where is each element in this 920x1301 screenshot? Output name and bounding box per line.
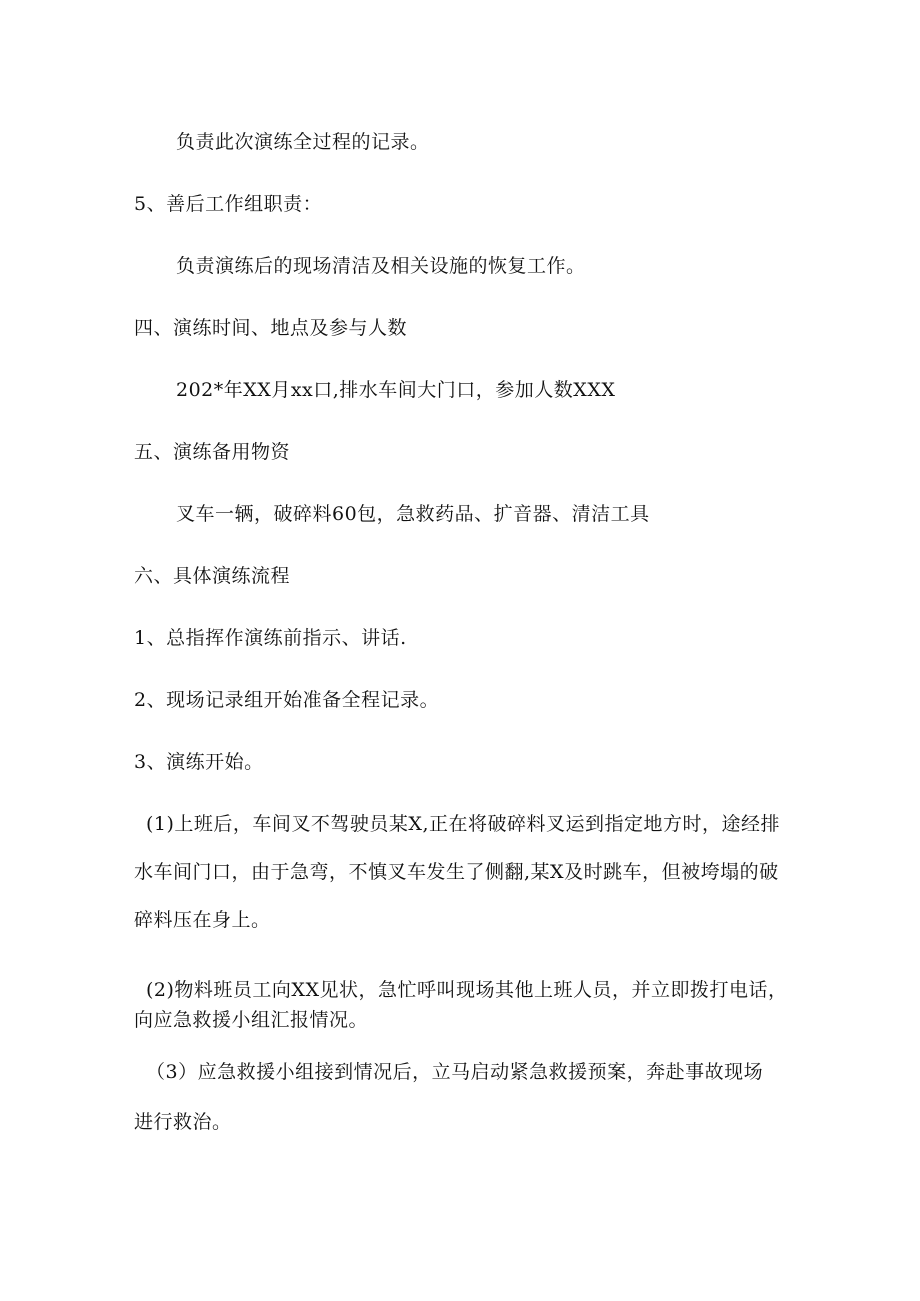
substep-1-line-2: 水车间门口，由于急弯，不慎叉车发生了侧翻,某X及时跳车，但被垮塌的破 (134, 861, 779, 883)
heading-procedure: 六、具体演练流程 (134, 565, 291, 587)
step-3: 3、演练开始。 (134, 751, 264, 773)
substep-2-line-2: 向应急救援小组汇报情况。 (134, 1009, 369, 1031)
step-1: 1、总指挥作演练前指示、讲话. (134, 627, 407, 649)
paragraph-aftermath-duty: 负责演练后的现场清洁及相关设施的恢复工作。 (176, 255, 586, 277)
heading-supplies: 五、演练备用物资 (134, 441, 291, 463)
substep-3-line-1: （3）应急救援小组接到情况后，立马启动紧急救援预案，奔赴事故现场 (146, 1061, 764, 1083)
substep-2-line-1: (2)物料班员工向XX见状，急忙呼叫现场其他上班人员，并立即拨打电话， (146, 979, 788, 1001)
heading-time-place: 四、演练时间、地点及参与人数 (134, 317, 408, 339)
paragraph-recording-duty: 负责此次演练全过程的记录。 (176, 131, 430, 153)
substep-1-line-1: (1)上班后，车间叉不驾驶员某X,正在将破碎料叉运到指定地方时，途经排 (146, 813, 780, 835)
paragraph-supplies: 叉车一辆，破碎料60包，急救药品、扩音器、清洁工具 (176, 503, 650, 525)
step-2: 2、现场记录组开始准备全程记录。 (134, 689, 440, 711)
substep-1-line-3: 碎料压在身上。 (134, 909, 271, 931)
heading-aftermath-group: 5、善后工作组职责： (134, 193, 323, 215)
substep-3-line-2: 进行救治。 (134, 1111, 232, 1133)
paragraph-time-place: 202*年XX月xx口,排水车间大门口，参加人数XXX (176, 379, 616, 401)
